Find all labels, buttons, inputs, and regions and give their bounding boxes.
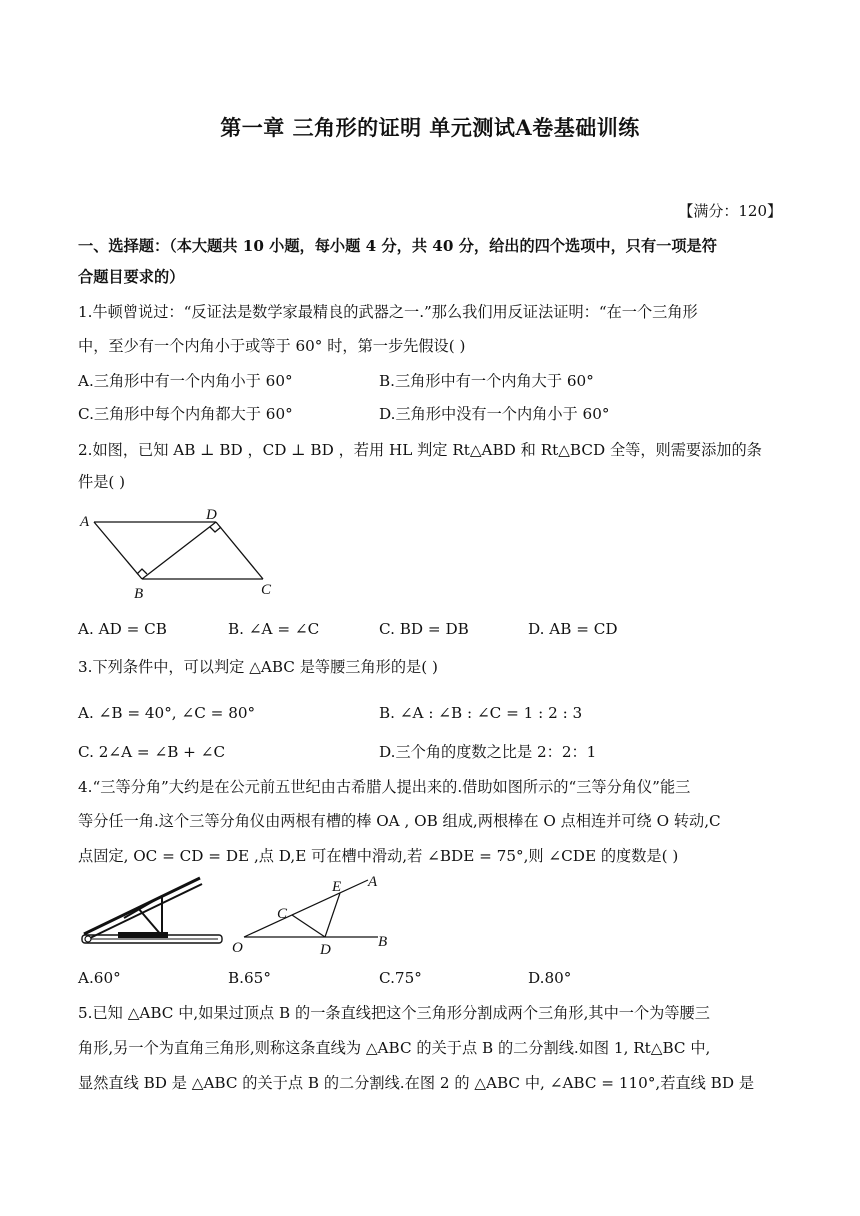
q5-stem-line1: 5.已知 △ABC 中,如果过顶点 B 的一条直线把这个三角形分割成两个三角形,其中一个为等腰三 xyxy=(78,1004,710,1022)
q4-option-d: D.80° xyxy=(528,969,572,987)
q4-option-a: A.60° xyxy=(78,969,121,987)
q2-option-b: B. ∠A = ∠C xyxy=(228,620,320,638)
full-score-label: 【满分：120】 xyxy=(678,202,782,220)
q4-label-a: A xyxy=(368,874,378,890)
q2-label-d: D xyxy=(206,507,217,523)
q3-option-a: A. ∠B = 40°, ∠C = 80° xyxy=(78,704,256,722)
q4-label-d: D xyxy=(320,942,331,958)
q4-stem-line3: 点固定, OC = CD = DE ,点 D,E 可在槽中滑动,若 ∠BDE = 75°,则 ∠CDE 的度数是( ) xyxy=(78,847,679,865)
q2-label-b: B xyxy=(134,586,144,602)
q2-stem-line1: 2.如图，已知 AB ⊥ BD ，CD ⊥ BD ，若用 HL 判定 Rt△ABD 和 Rt△BCD 全等，则需要添加的条 xyxy=(78,441,762,459)
q3-option-d: D.三个角的度数之比是 2：2：1 xyxy=(379,743,597,761)
q2-option-a: A. AD = CB xyxy=(78,620,167,638)
q2-label-a: A xyxy=(80,514,90,530)
q2-option-d: D. AB = CD xyxy=(528,620,618,638)
q2-figure xyxy=(78,506,288,602)
q2-label-c: C xyxy=(261,582,272,598)
q4-option-b: B.65° xyxy=(228,969,271,987)
q4-figure xyxy=(228,872,398,958)
q2-option-c: C. BD = DB xyxy=(379,620,469,638)
q4-label-o: O xyxy=(232,940,243,956)
q4-option-c: C.75° xyxy=(379,969,422,987)
q2-stem-line2: 件是( ) xyxy=(78,473,126,491)
section-heading-line1: 一、选择题：（本大题共 10 小题，每小题 4 分，共 40 分，给出的四个选项中，只有一项是符 xyxy=(78,237,717,255)
q1-option-b: B.三角形中有一个内角大于 60° xyxy=(379,372,594,390)
q5-stem-line2: 角形,另一个为直角三角形,则称这条直线为 △ABC 的关于点 B 的二分割线.如图 1, Rt△BC 中, xyxy=(78,1039,711,1057)
q3-option-b: B. ∠A : ∠B : ∠C = 1 : 2 : 3 xyxy=(379,704,583,722)
q3-stem-line1: 3.下列条件中，可以判定 △ABC 是等腰三角形的是( ) xyxy=(78,658,438,676)
page-title: 第一章 三角形的证明 单元测试A卷基础训练 xyxy=(220,115,640,140)
q4-label-e: E xyxy=(332,879,342,895)
q1-option-a: A.三角形中有一个内角小于 60° xyxy=(78,372,293,390)
q1-option-d: D.三角形中没有一个内角小于 60° xyxy=(379,405,610,423)
q4-stem-line2: 等分任一角.这个三等分角仪由两根有槽的棒 OA , OB 组成,两根棒在 O 点相连并可绕 O 转动,C xyxy=(78,812,721,830)
q4-stem-line1: 4.“三等分角”大约是在公元前五世纪由古希腊人提出来的.借助如图所示的“三等分角仪”能三 xyxy=(78,778,691,796)
q4-label-c: C xyxy=(277,906,288,922)
q3-option-c: C. 2∠A = ∠B + ∠C xyxy=(78,743,226,761)
q1-stem-line2: 中，至少有一个内角小于或等于 60° 时，第一步先假设( ) xyxy=(78,337,466,355)
q1-stem-line1: 1.牛顿曾说过：“反证法是数学家最精良的武器之一.”那么我们用反证法证明：“在一个三角形 xyxy=(78,303,698,321)
section-heading-line2: 合题目要求的） xyxy=(78,268,185,286)
q4-trisector-photo xyxy=(78,872,228,952)
q1-option-c: C.三角形中每个内角都大于 60° xyxy=(78,405,293,423)
q5-stem-line3: 显然直线 BD 是 △ABC 的关于点 B 的二分割线.在图 2 的 △ABC 中, ∠ABC = 110°,若直线 BD 是 xyxy=(78,1074,755,1092)
q4-label-b: B xyxy=(378,934,388,950)
